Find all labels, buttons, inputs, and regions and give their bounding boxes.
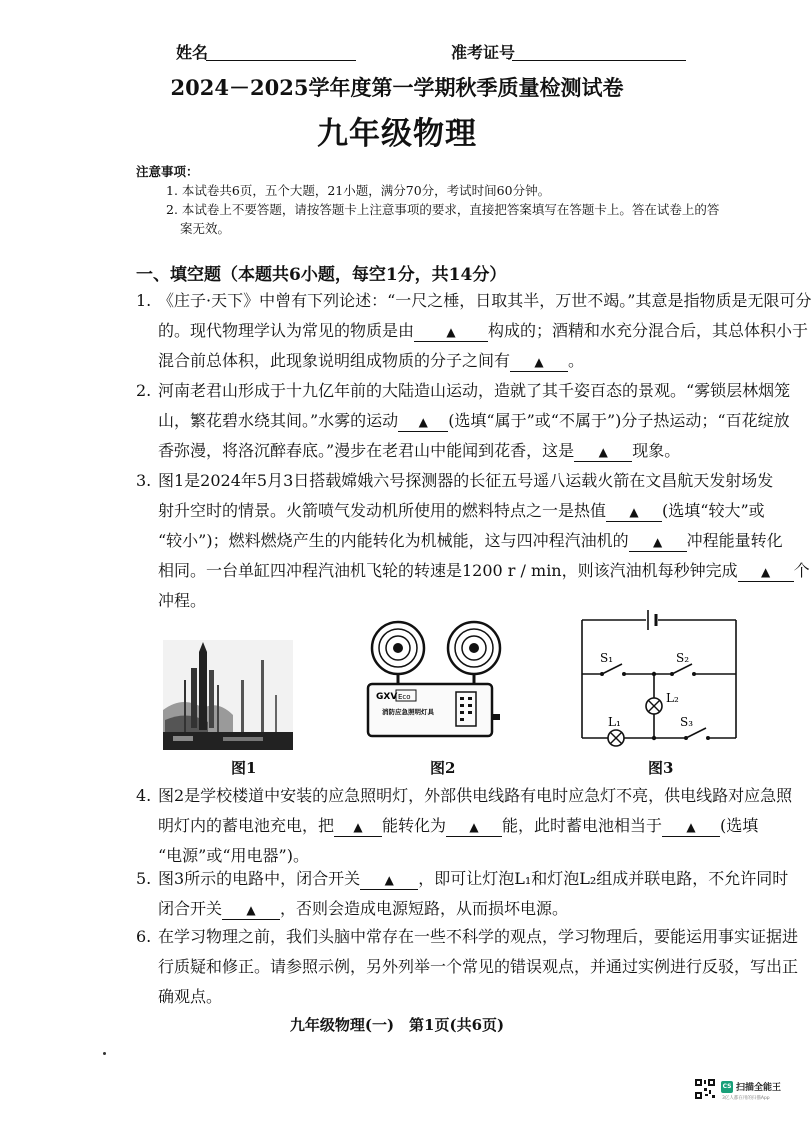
scanner-app-name: 扫描全能王 <box>736 1083 782 1093</box>
question-4: 4. 图2是学校楼道中安装的应急照明灯，外部供电线路有电时应急灯不亮，供电线路对应急照 明灯内的蓄电池充电，把 ▲ 能转化为 ▲ 能，此时蓄电池相当于 ▲ (选填 “电源”或“用电器”)。 <box>136 781 794 871</box>
question-number: 1. <box>136 291 152 310</box>
qr-code-icon <box>694 1078 716 1100</box>
lamp-brand-a: GXV <box>376 692 398 702</box>
question-number: 6. <box>136 927 152 946</box>
battery-icon <box>648 610 656 630</box>
bulb-l2-label: L₂ <box>666 691 679 705</box>
notice-item-1: 1. 本试卷共6页，五个大题，21小题，满分70分，考试时间60分钟。 <box>166 183 551 198</box>
answer-blank: ▲ <box>574 443 632 462</box>
section-heading: 一、填空题（本题共6小题，每空1分，共14分） <box>136 265 507 285</box>
right-lamp-head <box>448 622 500 684</box>
question-5: 5. 图3所示的电路中，闭合开关 ▲ ，即可让灯泡L₁和灯泡L₂组成并联电路，不允许同时 闭合开关 ▲ ，否则会造成电源短路，从而损坏电源。 <box>136 864 794 924</box>
switch-s1-label: S₁ <box>600 651 614 665</box>
figure-1-caption: 图1 <box>231 759 257 777</box>
emergency-lamp-illustration <box>360 620 510 750</box>
exam-id-label: 准考证号 <box>451 43 516 62</box>
answer-blank: ▲ <box>629 533 687 552</box>
answer-blank: ▲ <box>222 901 280 920</box>
scanner-tagline: 3亿人都在用的扫描App <box>722 1096 770 1101</box>
notice-item-2: 2. 本试卷上不要答题，请按答题卡上注意事项的要求，直接把答案填写在答题卡上。答在试卷上的答 <box>166 202 720 217</box>
answer-blank: ▲ <box>334 818 382 837</box>
question-number: 2. <box>136 381 152 400</box>
answer-blank: ▲ <box>414 323 488 342</box>
question-number: 3. <box>136 471 152 490</box>
name-label: 姓名 <box>176 43 209 62</box>
left-lamp-head <box>372 622 424 684</box>
bulb-l1-icon <box>608 730 624 746</box>
answer-blank: ▲ <box>446 818 502 837</box>
question-2: 2. 河南老君山形成于十九亿年前的大陆造山运动，造就了其千姿百态的景观。“雾锁层林烟笼 山，繁花碧水绕其间。”水雾的运动 ▲ (选填“属于”或“不属于”)分子热运动；“百花绽放 香弥漫，将洛沉醉春底。”漫步在老君山中能闻到花香，这是 ▲ 现象。 <box>136 376 794 466</box>
lamp-brand-b: Eco <box>398 693 411 701</box>
circuit-diagram <box>572 604 746 754</box>
bulb-l1-label: L₁ <box>608 715 621 729</box>
switch-s2-label: S₂ <box>676 651 690 665</box>
answer-blank: ▲ <box>662 818 720 837</box>
notice-item-3: 案无效。 <box>180 221 231 236</box>
question-6: 6. 在学习物理之前，我们头脑中常存在一些不科学的观点，学习物理后，要能运用事实证据进 行质疑和修正。请参照示例，另外列举一个常见的错误观点，并通过实例进行反驳，写出正 确观点。 <box>136 922 794 1012</box>
question-3: 3. 图1是2024年5月3日搭载嫦娥六号探测器的长征五号遥八运载火箭在文昌航天发射场发 射升空时的情景。火箭喷气发动机所使用的燃料特点之一是热值 ▲ (选填“较大”或 “较小”)；燃料燃烧产生的内能转化为机械能，这与四冲程汽油机的 ▲ 冲程能量转化 相同。一台单缸四冲程汽油机飞轮的转速是1200 r / min，则该汽油机每秒钟完成 ▲ 个 冲程。 <box>136 466 794 616</box>
notice-heading: 注意事项： <box>136 164 199 179</box>
exam-title: 2024－2025学年度第一学期秋季质量检测试卷 <box>170 75 624 100</box>
name-underline <box>206 60 356 61</box>
subject-title: 九年级物理 <box>317 116 477 152</box>
bulb-l2-icon <box>646 698 662 714</box>
figure-3-caption: 图3 <box>648 759 674 777</box>
answer-blank: ▲ <box>738 563 794 582</box>
switch-s3-label: S₃ <box>680 715 694 729</box>
scanner-logo-icon: CS <box>721 1081 733 1093</box>
exam-id-underline <box>512 60 686 61</box>
answer-blank: ▲ <box>360 871 418 890</box>
lamp-label: 消防应急照明灯具 <box>382 708 434 716</box>
rocket-launch-photo <box>163 640 293 750</box>
question-number: 4. <box>136 786 152 805</box>
answer-blank: ▲ <box>510 353 568 372</box>
answer-blank: ▲ <box>606 503 662 522</box>
page-footer: 九年级物理(一) 第1页(共6页) <box>289 1016 505 1034</box>
question-number: 5. <box>136 869 152 888</box>
answer-blank: ▲ <box>398 413 448 432</box>
scan-speck <box>103 1052 106 1055</box>
figure-2-caption: 图2 <box>430 759 456 777</box>
question-1: 1. 《庄子·天下》中曾有下列论述：“一尺之棰，日取其半，万世不竭。”其意是指物质是无限可分 的。现代物理学认为常见的物质是由 ▲ 构成的；酒精和水充分混合后，其总体积小于 混合前总体积，此现象说明组成物质的分子之间有 ▲ 。 <box>136 286 794 376</box>
